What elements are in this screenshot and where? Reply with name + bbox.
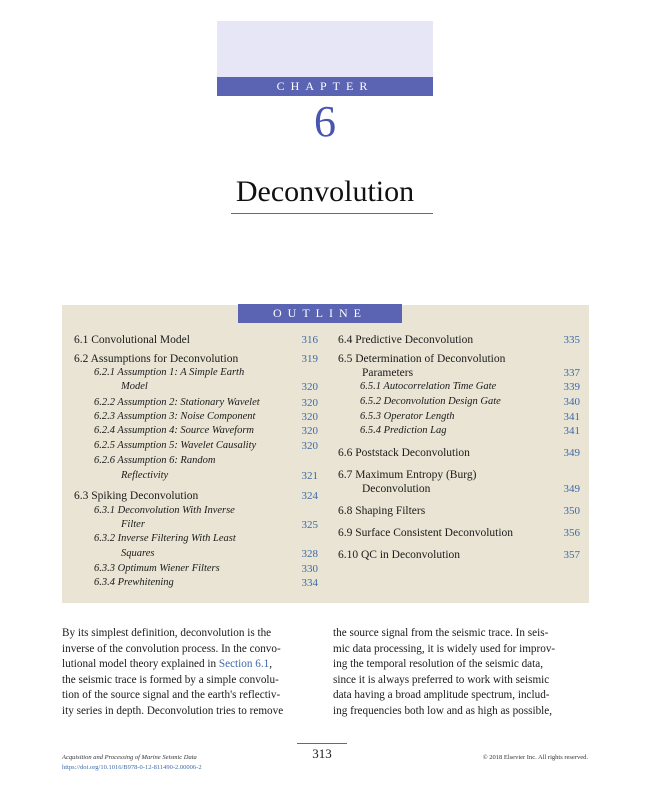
outline-entry-page[interactable]: 334 — [301, 577, 318, 589]
body-line: the source signal from the seismic trace. In seis- — [333, 627, 549, 639]
title-rule — [231, 213, 433, 214]
outline-entry-page[interactable]: 325 — [301, 519, 318, 531]
body-line: tion of the source signal and the earth's reflectiv- — [62, 689, 281, 702]
outline-entry-title: 6.5.4 Prediction Lag — [360, 425, 447, 436]
outline-entry-title: 6.5.3 Operator Length — [360, 411, 455, 422]
outline-entry-title: 6.5 Determination of Deconvolution — [338, 353, 506, 365]
outline-entry-title: 6.3.2 Inverse Filtering With Least — [94, 533, 236, 544]
body-line: By its simplest definition, deconvolution is the — [62, 627, 272, 639]
outline-entry-title: 6.3.4 Prewhitening — [94, 577, 174, 588]
body-line: ing frequencies both low and as high as possible, — [333, 704, 553, 717]
outline-entry-title: 6.1 Convolutional Model — [74, 334, 190, 346]
chapter-number: 6 — [314, 97, 336, 146]
outline-entry-title: 6.2.1 Assumption 1: A Simple Earth — [94, 367, 245, 378]
outline-entry-page[interactable]: 320 — [301, 425, 318, 437]
outline-entry-page[interactable]: 341 — [563, 411, 580, 423]
body-text-left — [62, 626, 318, 720]
outline-entry-title: 6.2 Assumptions for Deconvolution — [74, 353, 239, 365]
footer-rule — [297, 743, 347, 744]
outline-entry-page[interactable]: 324 — [301, 490, 318, 502]
outline-entry-title: 6.2.2 Assumption 2: Stationary Wavelet — [94, 397, 260, 408]
outline-entry-page[interactable]: 341 — [563, 425, 580, 437]
outline-entry-page[interactable]: 357 — [563, 549, 580, 561]
page-number: 313 — [312, 746, 332, 761]
outline-entry-title: 6.3.1 Deconvolution With Inverse — [94, 505, 235, 516]
section-6-1-link[interactable]: Section 6.1 — [218, 658, 270, 671]
outline-entry-title: 6.6 Poststack Deconvolution — [338, 447, 470, 459]
outline-entry-title: 6.2.5 Assumption 5: Wavelet Causality — [94, 440, 257, 451]
outline-entry-page[interactable]: 340 — [563, 396, 580, 408]
outline-entry-page[interactable]: 320 — [301, 440, 318, 452]
doi-link[interactable]: https://doi.org/10.1016/B978-0-12-811490-2.00006-2 — [62, 764, 202, 771]
outline-label: OUTLINE — [238, 304, 402, 323]
body-line: ity series in depth. Deconvolution tries to remove — [62, 704, 284, 717]
outline-entry-page[interactable]: 316 — [301, 334, 318, 346]
outline-entry-title: 6.3.3 Optimum Wiener Filters — [94, 563, 220, 574]
outline-entry-title: 6.5.2 Deconvolution Design Gate — [360, 396, 501, 407]
book-title: Acquisition and Processing of Marine Seismic Data — [62, 754, 197, 761]
outline-entry-page[interactable]: 350 — [563, 505, 580, 517]
outline-entry-title: Model — [121, 381, 148, 392]
outline-entry-page[interactable]: 330 — [301, 563, 318, 575]
chapter-label: CHAPTER — [217, 77, 433, 96]
outline-entry-page[interactable]: 320 — [301, 397, 318, 409]
body-line: inverse of the convolution process. In the convo- — [62, 642, 281, 655]
outline-entry-title: Parameters — [362, 367, 414, 379]
outline-entry-title: 6.9 Surface Consistent Deconvolution — [338, 527, 514, 539]
chapter-title: Deconvolution — [235, 175, 415, 208]
outline-entry-page[interactable]: 319 — [301, 353, 318, 365]
outline-entry-page[interactable]: 320 — [301, 411, 318, 423]
copyright: © 2018 Elsevier Inc. All rights reserved. — [482, 754, 588, 761]
outline-entry-page[interactable]: 335 — [563, 334, 580, 346]
outline-entry-title: 6.5.1 Autocorrelation Time Gate — [360, 381, 497, 392]
body-line: since it is always preferred to work with seismic — [333, 673, 550, 686]
outline-entry-page[interactable]: 328 — [301, 548, 318, 560]
outline-entry-title: 6.10 QC in Deconvolution — [338, 549, 461, 561]
outline-entry-title: 6.2.3 Assumption 3: Noise Component — [94, 411, 256, 422]
outline-entry-title: Reflectivity — [121, 470, 169, 481]
body-line: mic data processing, it is widely used for improv- — [333, 642, 556, 655]
body-line: ing the temporal resolution of the seismic data, — [333, 658, 544, 671]
body-line: lutional model theory explained in Section 6.1, — [62, 658, 273, 671]
body-text-right — [333, 626, 589, 720]
outline-entry-title: 6.2.6 Assumption 6: Random — [94, 455, 216, 466]
chapter-header-box — [217, 21, 433, 77]
outline-entry-page[interactable]: 349 — [563, 447, 580, 459]
outline-entry-title: Deconvolution — [362, 483, 431, 495]
body-line: the seismic trace is formed by a simple convolu- — [62, 673, 279, 686]
outline-entry-page[interactable]: 337 — [563, 367, 580, 379]
outline-entry-title: Filter — [121, 519, 145, 530]
outline-entry-title: Squares — [121, 548, 155, 559]
outline-entry-title: 6.3 Spiking Deconvolution — [74, 490, 199, 502]
outline-entry-page[interactable]: 339 — [563, 381, 580, 393]
body-line: data having a broad amplitude spectrum, includ- — [333, 689, 550, 702]
outline-entry-page[interactable]: 356 — [563, 527, 580, 539]
outline-entry-page[interactable]: 320 — [301, 381, 318, 393]
outline-entry-title: 6.4 Predictive Deconvolution — [338, 334, 474, 346]
outline-entry-title: 6.7 Maximum Entropy (Burg) — [338, 469, 477, 481]
outline-entry-page[interactable]: 349 — [563, 483, 580, 495]
outline-entry-title: 6.8 Shaping Filters — [338, 505, 426, 517]
outline-entry-page[interactable]: 321 — [301, 470, 318, 482]
outline-entry-title: 6.2.4 Assumption 4: Source Waveform — [94, 425, 255, 436]
